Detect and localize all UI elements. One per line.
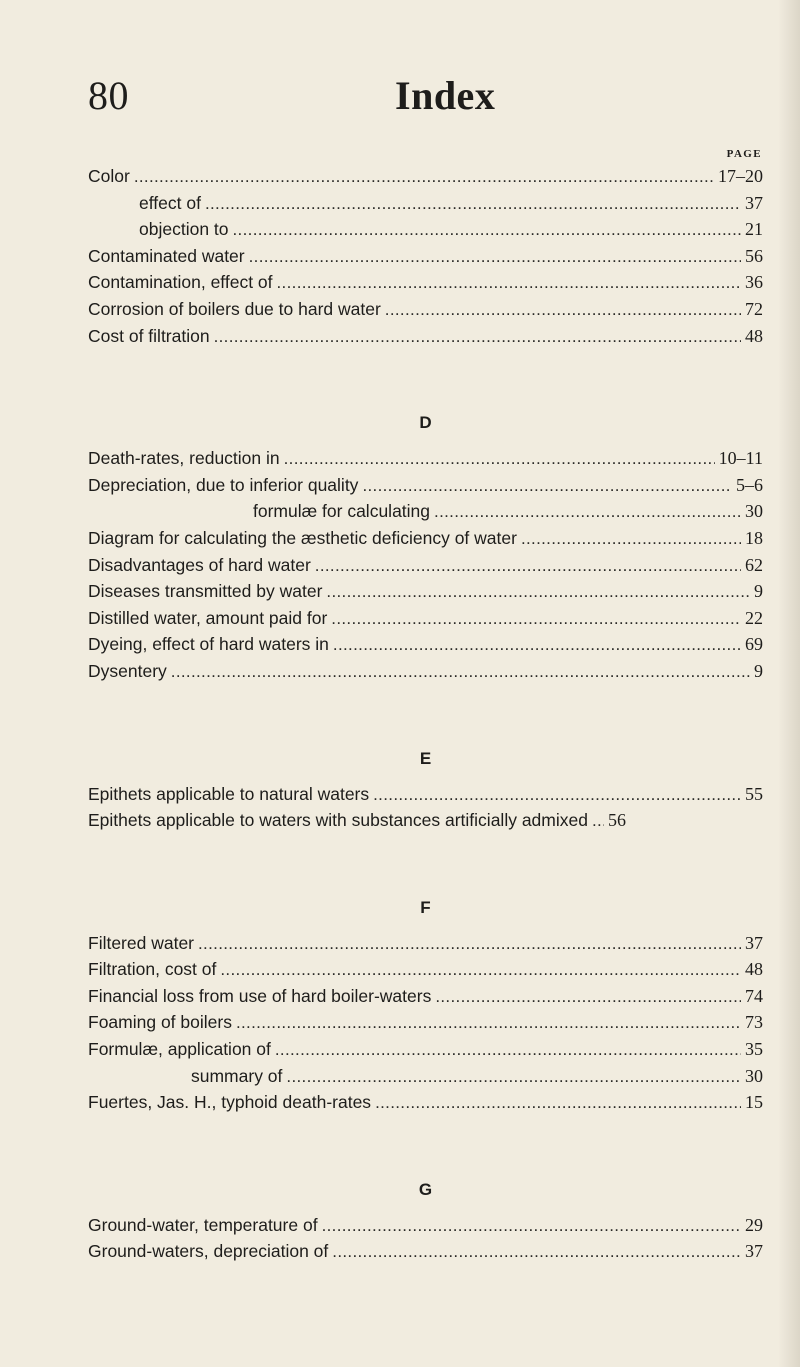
entry-page-number: 17–20 bbox=[718, 166, 763, 186]
page-column-label: PAGE bbox=[726, 148, 762, 160]
index-entry bbox=[88, 323, 763, 350]
index-entry bbox=[88, 163, 763, 190]
entry-term: Foaming of boilers bbox=[88, 1012, 232, 1033]
index-entry bbox=[88, 243, 763, 270]
index-entry bbox=[88, 552, 763, 579]
entry-page-number: 37 bbox=[745, 192, 763, 213]
entry-page-number: 69 bbox=[745, 634, 763, 655]
index-entry bbox=[88, 296, 763, 323]
index-entry bbox=[88, 631, 763, 658]
entry-page-number: 10–11 bbox=[718, 448, 763, 469]
entry-page-number: 9 bbox=[754, 581, 763, 602]
dot-leader bbox=[362, 473, 732, 500]
entry-term: Diagram for calculating the æsthetic deficiency of water bbox=[88, 527, 517, 548]
dot-leader bbox=[277, 270, 741, 297]
index-entry bbox=[88, 472, 763, 499]
index-section bbox=[88, 163, 763, 349]
index-section bbox=[88, 413, 763, 684]
entry-term: summary of bbox=[191, 1065, 283, 1086]
entry-term: objection to bbox=[139, 219, 229, 240]
dot-leader bbox=[236, 1010, 741, 1037]
index-section bbox=[88, 898, 763, 1116]
entry-term: Epithets applicable to waters with substances artificially admixed bbox=[88, 810, 588, 831]
entry-term: Dysentery bbox=[88, 660, 167, 681]
entry-page-number: 74 bbox=[745, 985, 763, 1006]
entry-term: Financial loss from use of hard boiler-waters bbox=[88, 985, 432, 1006]
index-entry bbox=[88, 578, 763, 605]
entry-page-number: 62 bbox=[745, 554, 763, 575]
dot-leader bbox=[434, 499, 741, 526]
dot-leader bbox=[435, 984, 741, 1011]
entry-page-number: 9 bbox=[754, 660, 763, 681]
dot-leader bbox=[375, 1090, 741, 1117]
entry-term: Fuertes, Jas. H., typhoid death-rates bbox=[88, 1092, 372, 1113]
index-entry bbox=[88, 216, 763, 243]
entry-term: Ground-waters, depreciation of bbox=[88, 1241, 329, 1262]
dot-leader bbox=[385, 297, 741, 324]
entry-term: Depreciation, due to inferior quality bbox=[88, 474, 359, 495]
index-section bbox=[88, 749, 763, 834]
entry-term: formulæ for calculating bbox=[253, 501, 431, 522]
dot-leader bbox=[134, 164, 714, 191]
entry-term: Ground-water, temperature of bbox=[88, 1214, 318, 1235]
index-entry bbox=[88, 190, 763, 217]
index-entry bbox=[88, 807, 763, 834]
entry-page-number: 15 bbox=[745, 1092, 763, 1113]
dot-leader bbox=[326, 579, 750, 606]
index-entry bbox=[88, 498, 763, 525]
section-letter-heading: E bbox=[419, 748, 432, 768]
entry-page-number: 48 bbox=[745, 959, 763, 980]
entry-page-number: 73 bbox=[745, 1012, 763, 1033]
index-entry bbox=[88, 605, 763, 632]
entry-term: Color bbox=[88, 166, 130, 186]
entry-term: Diseases transmitted by water bbox=[88, 581, 323, 602]
index-entry bbox=[88, 525, 763, 552]
entry-term: Death-rates, reduction in bbox=[88, 448, 280, 469]
dot-leader bbox=[233, 217, 741, 244]
entry-page-number: 37 bbox=[745, 932, 763, 953]
entry-page-number: 18 bbox=[745, 527, 763, 548]
dot-leader bbox=[198, 931, 741, 958]
entry-page-number: 5–6 bbox=[736, 474, 763, 495]
entry-page-number: 36 bbox=[745, 272, 763, 293]
dot-leader bbox=[315, 553, 741, 580]
index-entry bbox=[88, 445, 763, 472]
page-number: 80 bbox=[88, 73, 129, 118]
index-entry bbox=[88, 658, 763, 685]
page-title: Index bbox=[395, 73, 496, 118]
entry-page-number: 30 bbox=[745, 1065, 763, 1086]
dot-leader bbox=[592, 808, 604, 835]
section-letter-heading: F bbox=[420, 897, 431, 917]
entry-term: Filtration, cost of bbox=[88, 959, 217, 980]
dot-leader bbox=[332, 1239, 741, 1266]
dot-leader bbox=[331, 606, 741, 633]
entry-term: Contaminated water bbox=[88, 245, 245, 266]
entry-term: Corrosion of boilers due to hard water bbox=[88, 298, 381, 319]
entry-page-number: 35 bbox=[745, 1039, 763, 1060]
entry-term: Disadvantages of hard water bbox=[88, 554, 311, 575]
index-entry bbox=[88, 269, 763, 296]
index-list bbox=[88, 163, 763, 1265]
entry-page-number: 37 bbox=[745, 1241, 763, 1262]
entry-page-number: 22 bbox=[745, 607, 763, 628]
index-entry bbox=[88, 930, 763, 957]
dot-leader bbox=[521, 526, 741, 553]
dot-leader bbox=[249, 244, 741, 271]
dot-leader bbox=[322, 1213, 741, 1240]
page-edge-shadow bbox=[778, 0, 800, 1367]
page-header bbox=[0, 72, 800, 132]
dot-leader bbox=[205, 191, 741, 218]
index-entry bbox=[88, 1063, 763, 1090]
entry-page-number: 55 bbox=[745, 783, 763, 804]
dot-leader bbox=[214, 324, 741, 351]
entry-term: Cost of filtration bbox=[88, 325, 210, 346]
index-entry bbox=[88, 1238, 763, 1265]
entry-page-number: 21 bbox=[745, 219, 763, 240]
entry-page-number: 56 bbox=[607, 810, 626, 831]
index-section bbox=[88, 1180, 763, 1265]
entry-term: Dyeing, effect of hard waters in bbox=[88, 634, 329, 655]
entry-term: Epithets applicable to natural waters bbox=[88, 783, 370, 804]
entry-page-number: 56 bbox=[745, 245, 763, 266]
entry-term: effect of bbox=[139, 192, 201, 213]
index-entry bbox=[88, 1212, 763, 1239]
dot-leader bbox=[284, 446, 715, 473]
section-letter-heading: D bbox=[419, 413, 432, 433]
index-entry bbox=[88, 1089, 763, 1116]
entry-term: Formulæ, application of bbox=[88, 1039, 271, 1060]
dot-leader bbox=[220, 957, 741, 984]
dot-leader bbox=[286, 1064, 741, 1091]
dot-leader bbox=[333, 632, 741, 659]
index-entry bbox=[88, 781, 763, 808]
entry-term: Contamination, effect of bbox=[88, 272, 273, 293]
index-entry bbox=[88, 956, 763, 983]
section-letter-heading: G bbox=[418, 1179, 433, 1199]
entry-term: Filtered water bbox=[88, 932, 195, 953]
entry-page-number: 48 bbox=[745, 325, 763, 346]
index-entry bbox=[88, 983, 763, 1010]
dot-leader bbox=[275, 1037, 741, 1064]
entry-page-number: 72 bbox=[745, 298, 763, 319]
dot-leader bbox=[373, 782, 741, 809]
dot-leader bbox=[171, 659, 750, 686]
entry-term: Distilled water, amount paid for bbox=[88, 607, 328, 628]
index-entry bbox=[88, 1036, 763, 1063]
index-entry bbox=[88, 1009, 763, 1036]
entry-page-number: 30 bbox=[745, 501, 763, 522]
entry-page-number: 29 bbox=[745, 1214, 763, 1235]
